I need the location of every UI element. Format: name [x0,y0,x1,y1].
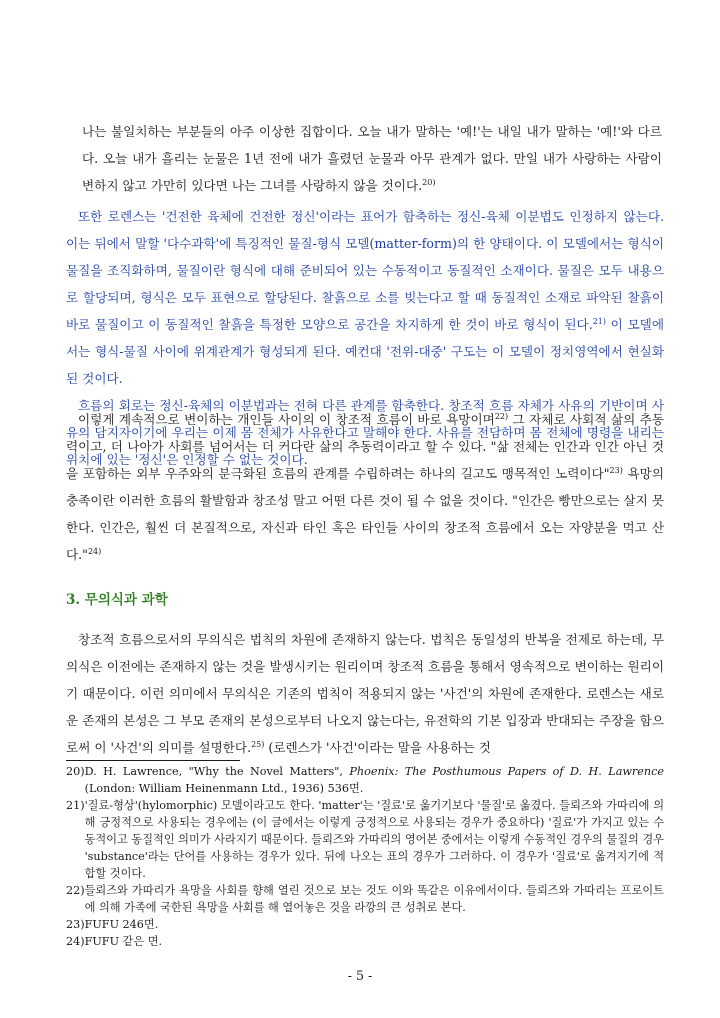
footnote-22 [66,882,664,916]
paragraph-text: 흐름의 회로는 정신-육체의 이분법과는 전혀 다른 관계를 함축한다. 창조적 흐름 자체가 사유의 기반이며 사유의 담지자이기에 우리는 이제 몸 전체가 사유한다고 말해야 한다. 사유를 전담하며 몸 전체에 명령을 내리는 위치에 있는 '정신'은 인정할 수 없는 것이다. [66,398,664,467]
paragraph-text: 욕망의 충족이란 이러한 흐름의 활발함과 창조성 말고 어떤 다른 것이 될 수 없을 것이다. "인간은 빵만으로는 살지 못한다. 인간은, 훨씬 더 본질적으로, 자신과 타인 혹은 타인들 사이의 창조적 흐름에서 오는 자양분을 먹고 산다." [66,466,665,562]
block-quote [82,118,662,199]
section-heading: 3. 무의식과 과학 [66,592,168,608]
footnote-number: 24) [66,935,85,948]
footnotes [66,763,664,950]
paragraph-text: 이 모델에서는 형식-물질 사이에 위계관계가 형성되게 된다. 예컨대 '전위-대중' 구도는 이 모델이 정치영역에서 현실화된 것이다. [66,317,664,386]
footnote-number: 20) [66,765,85,778]
paragraph-text: (로렌스가 '사건'이라는 말을 사용하는 것 [264,740,491,755]
quote-text: 나는 불일치하는 부분들의 아주 이상한 집합이다. 오늘 내가 말하는 '예!'는 내일 내가 말하는 '예!'와 다르다. 오늘 내가 흘리는 눈물은 1년 전에 내가 흘렸던 눈물과 아무 관계가 없다. 만일 내가 사랑하는 사람이 변하지 않고 가만히 있다면 나는 그녀를 사랑하지 않을 것이다. [82,124,662,193]
footnote-text: '질료-형상'(hylomorphic) 모델이라고도 한다. 'matter'는 '질료'로 옮기기보다 '물질'로 옮겼다. 들뢰즈와 가따리에 의해 긍정적으로 사용되는 경우에는 (이 글에서는 이렇게 긍정적으로 사용되는 경우가 중요하다) '질료'가 가지고 있는 수동적이고 동질적인 의미가 사라지기 때문이다. 들뢰즈와 가따리의 영어본 중에서는 이렇게 수동적인 경우의 물질의 경우 'substance'라는 단어를 사용하는 경우가 있다. 뒤에 나오는 표의 경우가 그러하다. 이 경우가 '질료'로 옮겨지기에 적합할 것이다. [84,799,664,880]
footnote-ref-24[interactable]: 24) [87,546,102,556]
footnote-text: D. H. Lawrence, "Why the Novel Matters", [84,765,350,778]
footnote-ref-21[interactable]: 21) [592,316,607,326]
footnote-ref-22[interactable]: 22) [494,411,509,421]
paragraph-text: 그 자체로 사회적 삶의 추동력이고, 더 나아가 사회를 넘어서는 더 커다란 삶의 추동력이라고 할 수 있다. "삶 전체는 인간과 인간 아닌 것을 포함하는 외부 우주와의 분극화된 흐름의 관계를 수립하려는 하나의 길고도 맹목적인 노력이다" [66,412,664,481]
page-number: - 5 - [347,968,373,983]
footnote-23 [66,916,664,933]
footnote-text: FUFU 같은 면. [84,935,163,948]
footnote-21 [66,797,664,882]
paragraph-text: 이렇게 계속적으로 변이하는 개인들 사이의 이 창조적 흐름이 바로 욕망이며 [78,412,495,427]
footnote-number: 21) [66,799,85,812]
footnote-ref-20[interactable]: 20) [422,177,436,187]
footnote-text: (London: William Heinenmann Ltd., 1936) 536면. [84,782,364,795]
paragraph-desire [66,406,664,568]
footnote-number: 22) [66,884,85,897]
paragraph-text: 또한 로렌스는 '건전한 육체에 건전한 정신'이라는 표어가 함축하는 정신-육체 이분법도 인정하지 않는다. 이는 뒤에서 말할 '다수과학'에 특징적인 물질-형식 모델(matter-form)의 한 양태이다. 이 모델에서는 형식이 물질을 조직화하며, 물질이란 형식에 대해 준비되어 있는 수동적이고 동질적인 소재이다. 물질은 모두 내용으로 할당되며, 형식은 모두 표현으로 할당된다. 찰흙으로 소를 빚는다고 할 때 동질적인 소재로 파악된 찰흙이 바로 물질이고 이 동질적인 찰흙을 특정한 모양으로 공간을 차지하게 한 것이 바로 형식이 된다. [66,209,664,332]
footnote-divider [66,760,240,761]
footnote-text: 들뢰즈와 가따리가 욕망을 사회를 향해 열린 것으로 보는 것도 이와 똑같은 이유에서이다. 들뢰즈와 가따리는 프로이트에 의해 가족에 국한된 욕망을 사회를 해 열어놓은 것을 라깡의 큰 성취로 본다. [84,884,664,914]
book-title: Phoenix: The Posthumous Papers of D. H. Lawrence [349,765,664,778]
footnote-text: FUFU 246면. [84,918,159,931]
footnote-ref-23[interactable]: 23) [609,465,623,475]
footnote-20 [66,763,664,797]
footnote-ref-25[interactable]: 25) [251,739,265,749]
paragraph-unconscious [66,626,664,761]
paragraph-text: 창조적 흐름으로서의 무의식은 법칙의 차원에 존재하지 않는다. 법칙은 동일성의 반복을 전제로 하는데, 무의식은 이전에는 존재하지 않는 것을 발생시키는 원리이며 창조적 흐름을 통해서 영속적으로 변이하는 원리이기 때문이다. 이런 의미에서 무의식은 기존의 법칙이 적용되지 않는 '사건'의 차원에 존재한다. 로렌스는 새로운 존재의 본성은 그 부모 존재의 본성으로부터 나오지 않는다는, 유전학의 기본 입장과 반대되는 주장을 함으로써 이 '사건'의 의미를 설명한다. [66,632,664,755]
footnote-number: 23) [66,918,85,931]
footnote-24 [66,933,664,950]
